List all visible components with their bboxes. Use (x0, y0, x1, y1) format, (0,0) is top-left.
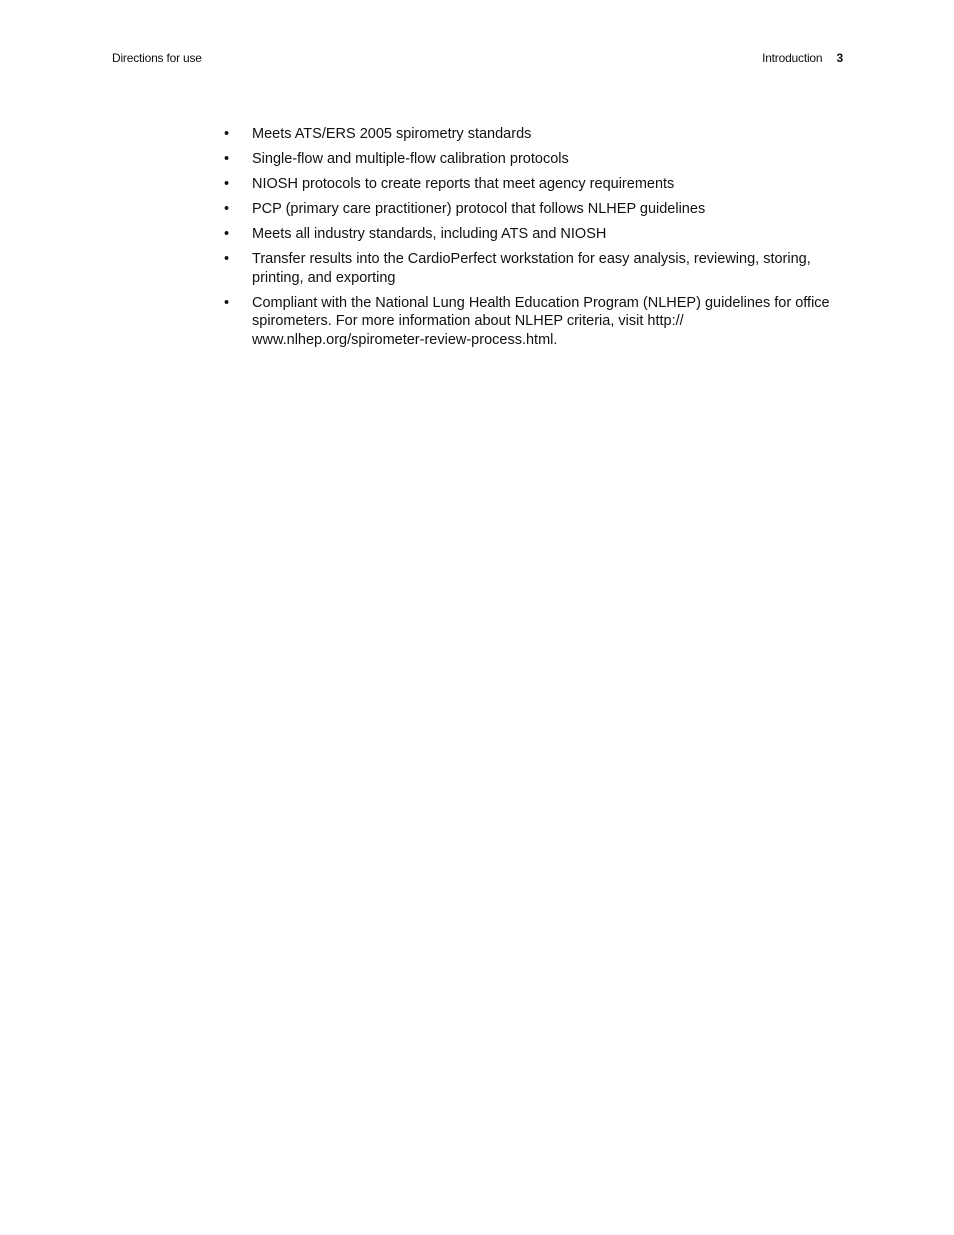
bullet-icon: • (224, 126, 230, 142)
list-item-text: Meets ATS/ERS 2005 spirometry standards (252, 126, 532, 142)
list-item (224, 250, 836, 287)
list-item (224, 150, 836, 169)
bullet-icon: • (224, 151, 230, 167)
bullet-icon: • (224, 201, 230, 217)
page-number: 3 (836, 51, 843, 65)
bullet-icon: • (224, 251, 230, 267)
list-item (224, 294, 836, 350)
list-item (224, 175, 836, 194)
section-title: Introduction (762, 51, 823, 65)
list-item (224, 125, 836, 144)
document-title: Directions for use (112, 51, 202, 65)
list-item (224, 200, 836, 219)
bullet-icon: • (224, 176, 230, 192)
list-item (224, 225, 836, 244)
list-item-text: Single-flow and multiple-flow calibration protocols (252, 151, 569, 167)
list-item-text: Compliant with the National Lung Health Education Program (NLHEP) guidelines for office spirometers. For more information about NLHEP criteria, visit http:// www.nlhep.org/spirometer-review-process.html. (252, 294, 830, 348)
feature-list (224, 125, 836, 356)
page-header (112, 50, 843, 66)
list-item-text: Meets all industry standards, including ATS and NIOSH (252, 226, 607, 242)
list-item-text: PCP (primary care practitioner) protocol that follows NLHEP guidelines (252, 201, 706, 217)
bullet-icon: • (224, 226, 230, 242)
bullet-icon: • (224, 294, 230, 311)
list-item-text: NIOSH protocols to create reports that meet agency requirements (252, 176, 675, 192)
header-right (762, 50, 843, 66)
list-item-text: Transfer results into the CardioPerfect workstation for easy analysis, reviewing, storing, printing, and exporting (252, 251, 811, 286)
